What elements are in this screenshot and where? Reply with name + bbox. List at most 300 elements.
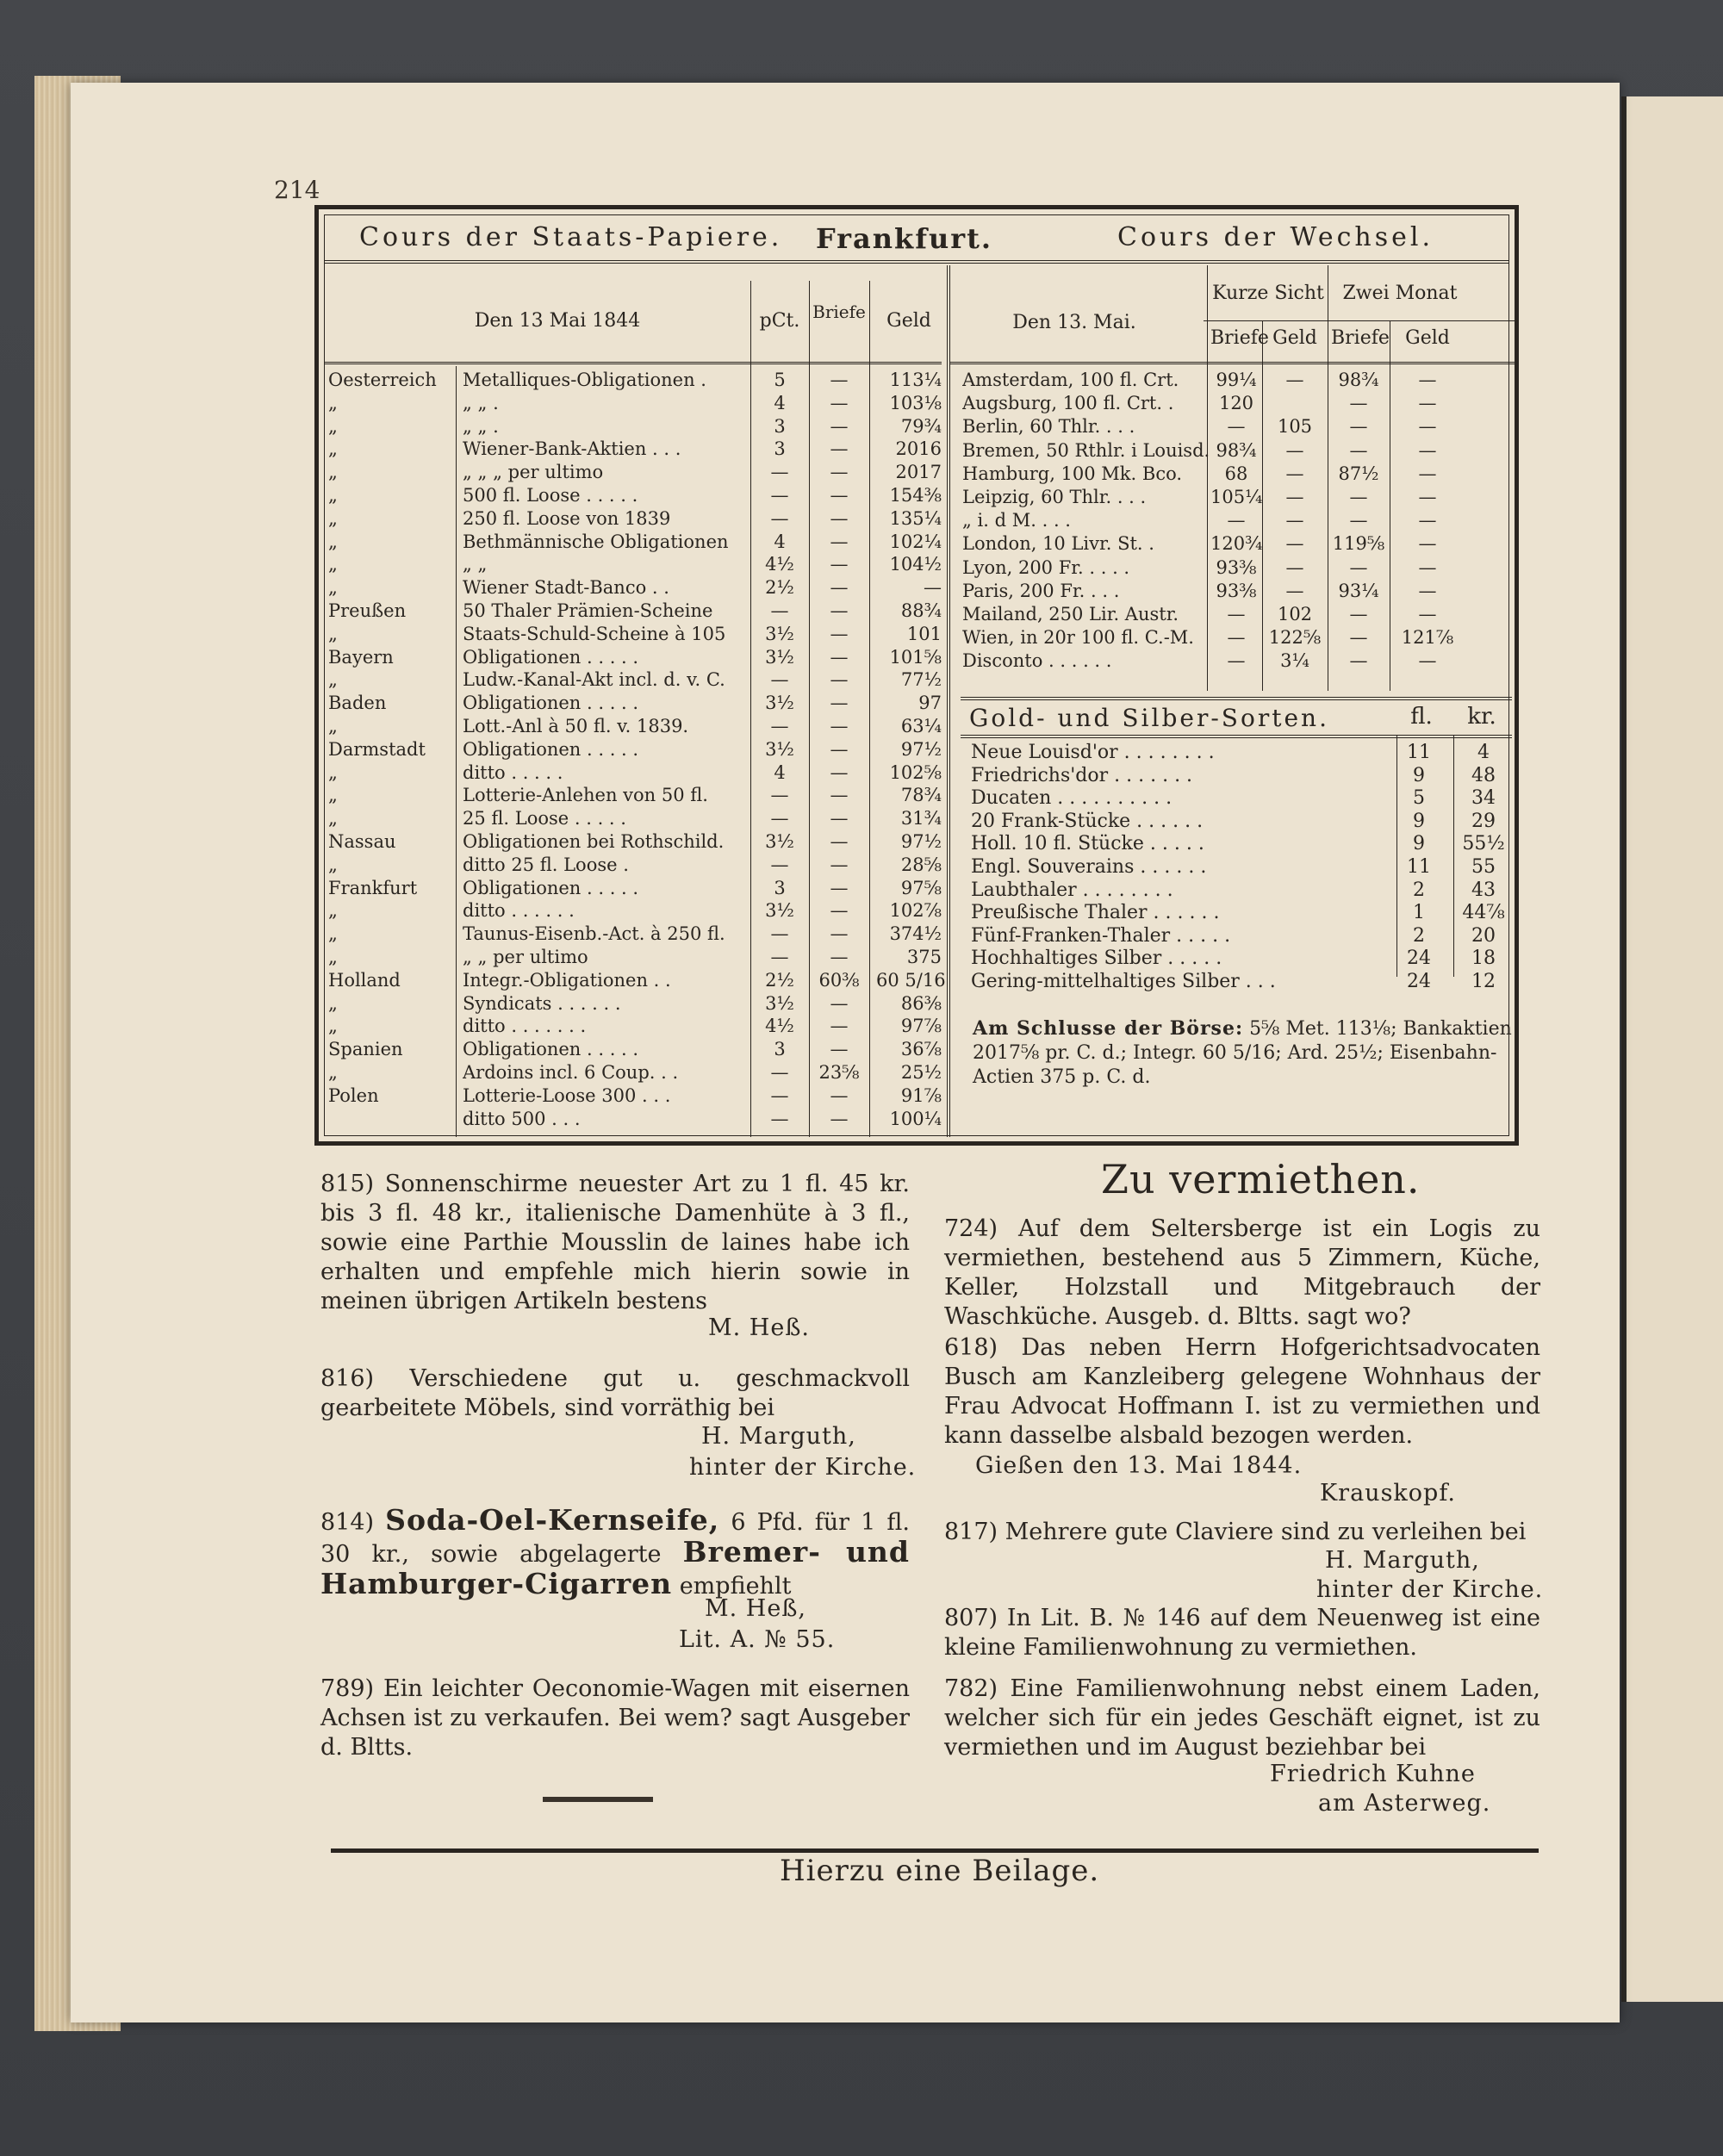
pct-header: pCt. — [759, 310, 800, 332]
kurze-sicht-header: Kurze Sicht — [1212, 283, 1324, 304]
paper-cell: Staats-Schuld-Scheine à 105 — [463, 623, 726, 644]
ad-815-signature: M. Heß. — [708, 1314, 810, 1341]
staats-row — [325, 761, 945, 785]
country-cell: „ — [328, 415, 338, 437]
staats-row — [325, 946, 945, 969]
left-header-rule — [325, 362, 942, 364]
ad-782: 782) Eine Familienwohnung nebst einem Laden, welcher sich für ein jedes Geschäft eignet, ist zu vermiethen und im August beziehbar bei — [944, 1675, 1540, 1761]
sorte-name-cell: Laubthaler . . . . . . . . — [971, 879, 1173, 901]
staats-row — [325, 992, 945, 1016]
briefe-cell: — — [830, 900, 849, 922]
briefe-cell: — — [830, 738, 849, 760]
pct-cell: 4 — [774, 392, 786, 413]
ad-814-number: 814) — [320, 1509, 375, 1536]
country-cell: „ — [328, 1016, 338, 1037]
staats-row — [325, 1084, 945, 1108]
paper-cell: Wiener-Bank-Aktien . . . — [463, 438, 681, 460]
country-cell: Bayern — [328, 646, 394, 668]
short-rule — [543, 1797, 653, 1802]
zwei-briefe-cell: — — [1349, 439, 1368, 461]
boerse-summary — [973, 1016, 1515, 1090]
wechsel-row — [325, 556, 1514, 580]
kurze-briefe-cell: — — [1227, 650, 1246, 672]
zu-vermiethen-heading: Zu vermiethen. — [1101, 1156, 1421, 1202]
kurze-briefe-cell: — — [1227, 416, 1246, 438]
wechsel-row — [325, 580, 1514, 603]
right-date-header: Den 13. Mai. — [1012, 312, 1136, 333]
sorte-kr-cell: 12 — [1471, 971, 1496, 992]
paper-cell: Lotterie-Loose 300 . . . — [463, 1084, 671, 1106]
ad-815: 815) Sonnenschirme neuester Art zu 1 fl. 45 kr. bis 3 fl. 48 kr., italienische Damenhüte à 3 fl., sowie eine Parthie Mousslin de laines habe ich erhalten und empfehle mich hierin sowie in meinen übrigen Artikeln bestens — [320, 1171, 910, 1314]
ad-814-text-1: 6 Pfd. für 1 fl. 30 kr., sowie abgelagerte — [320, 1509, 910, 1568]
kurze-geld-cell: — — [1285, 510, 1304, 531]
pct-cell: 3½ — [765, 738, 794, 760]
geld-cell: 88¾ — [900, 600, 942, 621]
ad-814-product-cigars: Bremer- und Hamburger-Cigarren — [320, 1535, 911, 1600]
geld-cell: 101 — [906, 623, 942, 644]
zwei-geld-cell: — — [1418, 416, 1437, 438]
place-cell: Lyon, 200 Fr. . . . . — [962, 556, 1130, 578]
geld-cell: 102¼ — [889, 531, 942, 552]
place-cell: London, 10 Livr. St. . — [962, 533, 1154, 555]
briefe-cell: — — [830, 600, 849, 621]
zwei-briefe-cell: 93¼ — [1338, 580, 1379, 601]
country-cell: „ — [328, 900, 338, 922]
country-cell: Polen — [328, 1084, 379, 1106]
paper-cell: Obligationen . . . . . — [463, 877, 639, 898]
country-cell: „ — [328, 716, 338, 736]
pct-cell: 3½ — [765, 992, 794, 1014]
geld-cell: 375 — [906, 947, 942, 967]
sorte-kr-cell: 55½ — [1462, 833, 1505, 855]
kurze-geld-cell: 122⅝ — [1268, 627, 1322, 649]
sorte-name-cell: Preußische Thaler . . . . . . — [971, 902, 1220, 924]
sorte-fl-cell: 2 — [1413, 924, 1425, 947]
briefe-cell: — — [830, 1084, 849, 1106]
briefe-cell: — — [830, 877, 849, 898]
zwei-geld-cell: — — [1418, 393, 1437, 414]
staats-row — [325, 692, 945, 715]
kurze-geld-cell: — — [1285, 556, 1304, 578]
kurze-geld-cell: — — [1285, 487, 1304, 507]
paper-cell: Metalliques-Obligationen . — [463, 370, 706, 390]
kurze-briefe-cell: 120 — [1218, 393, 1254, 414]
briefe-cell: — — [830, 646, 849, 668]
geld-cell: 63¼ — [900, 716, 942, 736]
zwei-briefe-cell: 87½ — [1338, 463, 1379, 484]
paper-cell: „ „ „ per ultimo — [463, 462, 604, 483]
country-cell: „ — [328, 485, 338, 506]
country-cell: „ — [328, 554, 338, 575]
briefe-cell: — — [830, 716, 849, 736]
wechsel-row — [325, 369, 1514, 392]
geld-cell: 91⅞ — [900, 1084, 942, 1106]
sorten-row — [971, 810, 1514, 833]
pct-cell: — — [770, 947, 789, 967]
ad-817-signature-address: hinter der Kirche. — [1316, 1576, 1544, 1603]
staats-row — [325, 854, 945, 877]
zwei-briefe-cell: — — [1349, 556, 1368, 578]
kurze-briefe-cell: 99¼ — [1216, 370, 1257, 390]
sorte-fl-cell: 2 — [1413, 879, 1425, 901]
kurze-geld-cell: — — [1285, 370, 1304, 390]
wechsel-title: Cours der Wechsel. — [1117, 222, 1434, 252]
country-cell: „ — [328, 392, 338, 413]
kurze-briefe-cell: 120¾ — [1210, 533, 1263, 555]
ad-618-date: Gießen den 13. Mai 1844. — [975, 1452, 1303, 1479]
sorte-fl-cell: 24 — [1407, 948, 1431, 970]
briefe-cell: 23⅝ — [818, 1062, 860, 1083]
staats-row — [325, 923, 945, 946]
country-cell: „ — [328, 923, 338, 945]
kurze-briefe-cell: — — [1227, 627, 1246, 649]
geld-cell: 97⅞ — [900, 1016, 942, 1037]
pct-cell: — — [770, 854, 789, 875]
staats-row — [325, 1061, 945, 1084]
wechsel-row — [325, 603, 1514, 626]
staats-row — [325, 899, 945, 923]
pct-cell: 3 — [774, 1039, 786, 1060]
zwei-monat-header: Zwei Monat — [1342, 283, 1458, 304]
pct-cell: — — [770, 785, 789, 806]
paper-cell: Ludw.-Kanal-Akt incl. d. v. C. — [463, 669, 725, 691]
briefe-cell: — — [830, 947, 849, 967]
geld-cell: 135¼ — [889, 507, 942, 529]
sorte-fl-cell: 11 — [1407, 856, 1431, 878]
staats-row — [325, 807, 945, 830]
paper-cell: Syndicats . . . . . . — [463, 992, 621, 1014]
sorte-fl-cell: 11 — [1407, 742, 1431, 763]
sorten-row — [971, 901, 1514, 924]
beilage-notice: Hierzu eine Beilage. — [780, 1854, 1100, 1888]
sorten-row — [971, 879, 1514, 902]
sorte-name-cell: Hochhaltiges Silber . . . . . — [971, 948, 1222, 970]
kurze-briefe-cell: 105¼ — [1210, 487, 1263, 507]
ad-782-signature-address: am Asterweg. — [1318, 1790, 1491, 1817]
page-number: 214 — [274, 176, 320, 204]
geld-cell: 374½ — [889, 923, 942, 945]
zwei-briefe-cell: — — [1349, 416, 1368, 438]
pct-cell: — — [770, 485, 789, 506]
sorte-kr-cell: 20 — [1471, 924, 1496, 947]
geld-cell: 97½ — [900, 738, 942, 760]
geld-cell: 60 5/16 — [876, 969, 946, 991]
staats-papiere-title: Cours der Staats-Papiere. — [359, 222, 783, 252]
ad-789: 789) Ein leichter Oeconomie-Wagen mit eisernen Achsen ist zu verkaufen. Bei wem? sagt Ausgeber d. Bltts. — [320, 1675, 910, 1761]
pct-cell: 3½ — [765, 831, 794, 852]
ad-816-signature-name: H. Marguth, — [701, 1423, 856, 1450]
country-cell: „ — [328, 808, 338, 829]
country-cell: Baden — [328, 693, 387, 714]
facing-page — [1621, 96, 1723, 2002]
zwei-geld-cell: — — [1418, 580, 1437, 601]
country-cell: Spanien — [328, 1039, 403, 1060]
geld-cell: 101⅝ — [889, 646, 942, 668]
zwei-geld-cell: — — [1418, 487, 1437, 507]
zwei-geld-cell: — — [1418, 439, 1437, 461]
kurze-briefe-cell: 93⅜ — [1216, 580, 1257, 601]
staats-row — [325, 969, 945, 992]
paper-cell: Lott.-Anl à 50 fl. v. 1839. — [463, 716, 689, 736]
pct-cell: — — [770, 1062, 789, 1083]
geld-cell: 113¼ — [889, 370, 942, 390]
paper-cell: ditto . . . . . . . — [463, 1016, 587, 1037]
geld-cell: 2016 — [895, 438, 942, 460]
zwei-briefe-header: Briefe — [1331, 327, 1390, 349]
paper-cell: ditto 500 . . . — [463, 1108, 581, 1129]
wechsel-row — [325, 532, 1514, 556]
geld-cell: 97 — [918, 693, 942, 714]
country-cell: „ — [328, 623, 338, 644]
sorte-name-cell: Gering-mittelhaltiges Silber . . . — [971, 971, 1276, 992]
briefe-cell: — — [830, 577, 849, 599]
pct-cell: — — [770, 716, 789, 736]
pct-cell: — — [770, 669, 789, 691]
geld-cell: 31¾ — [900, 808, 942, 829]
wechsel-row — [325, 415, 1514, 438]
staats-row — [325, 1038, 945, 1061]
geld-header: Geld — [886, 310, 931, 332]
city-title: Frankfurt. — [816, 222, 992, 255]
paper-cell: „ „ . — [463, 415, 499, 437]
zwei-geld-cell: — — [1418, 650, 1437, 672]
staats-row — [325, 1015, 945, 1038]
geld-cell: 25½ — [900, 1062, 942, 1083]
footer-rule — [331, 1848, 1539, 1853]
pct-cell: 3½ — [765, 900, 794, 922]
pct-cell: 3 — [774, 415, 786, 437]
zwei-briefe-cell: — — [1349, 510, 1368, 531]
sorte-fl-cell: 9 — [1413, 764, 1425, 786]
paper-cell: Obligationen . . . . . — [463, 646, 639, 668]
wechsel-row — [325, 486, 1514, 509]
zwei-geld-cell: — — [1418, 604, 1437, 624]
kurze-briefe-header: Briefe — [1210, 327, 1269, 349]
pct-cell: 3½ — [765, 646, 794, 668]
sorte-kr-cell: 29 — [1471, 810, 1496, 832]
geld-cell: 100¼ — [889, 1108, 942, 1129]
pct-cell: 4 — [774, 531, 786, 552]
briefe-cell: — — [830, 808, 849, 829]
sorte-name-cell: Ducaten . . . . . . . . . . — [971, 787, 1173, 810]
geld-cell: 97½ — [900, 831, 942, 852]
paper-cell: ditto 25 fl. Loose . — [463, 854, 629, 875]
place-cell: Mailand, 250 Lir. Austr. — [962, 604, 1179, 624]
paper-cell: Obligationen . . . . . — [463, 738, 639, 760]
paper-cell: 500 fl. Loose . . . . . — [463, 485, 638, 506]
ad-814-product-soap: Soda-Oel-Kernseife, — [385, 1503, 720, 1537]
geld-cell: 86⅜ — [900, 992, 942, 1014]
zwei-briefe-cell: — — [1349, 393, 1368, 414]
paper-cell: Obligationen . . . . . — [463, 693, 639, 714]
kurze-geld-cell: — — [1285, 439, 1304, 461]
zwei-geld-cell: — — [1418, 510, 1437, 531]
geld-cell: 36⅞ — [900, 1039, 942, 1060]
ad-618: 618) Das neben Herrn Hofgerichtsadvocaten Busch am Kanzleiberg gelegene Wohnhaus der Frau Advocat Hoffmann I. ist zu vermiethen und kann dasselbe alsbald bezogen werden. — [944, 1334, 1540, 1449]
pct-cell: — — [770, 600, 789, 621]
paper-cell: Obligationen . . . . . — [463, 1039, 639, 1060]
boerse-label: Am Schlusse der Börse: — [973, 1017, 1244, 1040]
briefe-cell: — — [830, 1108, 849, 1129]
geld-cell: 104½ — [889, 554, 942, 575]
market-table-inner — [324, 214, 1512, 1136]
pct-cell: 3½ — [765, 693, 794, 714]
briefe-cell: — — [830, 669, 849, 691]
briefe-cell: — — [830, 923, 849, 945]
zwei-briefe-cell: 98¾ — [1338, 370, 1379, 390]
sorte-kr-cell: 18 — [1471, 948, 1496, 970]
country-cell: „ — [328, 761, 338, 783]
sorte-name-cell: 20 Frank-Stücke . . . . . . — [971, 810, 1204, 832]
place-cell: Paris, 200 Fr. . . . — [962, 580, 1120, 601]
briefe-cell: — — [830, 554, 849, 575]
country-cell: Preußen — [328, 600, 407, 621]
pct-cell: — — [770, 1108, 789, 1129]
pct-cell: 4 — [774, 761, 786, 783]
paper-cell: „ „ . — [463, 392, 499, 413]
sorte-kr-cell: 4 — [1477, 742, 1490, 763]
ad-782-signature-name: Friedrich Kuhne — [1270, 1761, 1476, 1787]
ad-814-text-2: empfiehlt — [679, 1573, 792, 1600]
pct-cell: 5 — [774, 370, 786, 390]
sorten-row — [971, 947, 1514, 970]
subheader-rule — [1204, 320, 1515, 321]
briefe-header: Briefe — [812, 301, 866, 322]
kurze-geld-cell: — — [1285, 463, 1304, 484]
sorte-fl-cell: 5 — [1413, 787, 1425, 810]
geld-cell: 2017 — [895, 462, 942, 483]
wechsel-row — [325, 509, 1514, 532]
sorten-header — [961, 697, 1512, 738]
zwei-geld-cell: — — [1418, 463, 1437, 484]
briefe-cell: — — [830, 531, 849, 552]
briefe-cell: — — [830, 761, 849, 783]
place-cell: Hamburg, 100 Mk. Bco. — [962, 463, 1183, 484]
pct-cell: 4½ — [765, 554, 794, 575]
wechsel-row — [325, 439, 1514, 463]
ad-816-signature-address: hinter der Kirche. — [689, 1454, 917, 1481]
kurze-geld-cell: 105 — [1277, 416, 1313, 438]
place-cell: Bremen, 50 Rthlr. i Louisd. — [962, 439, 1210, 461]
sorten-kr-header: kr. — [1467, 704, 1496, 730]
zwei-geld-cell: — — [1418, 533, 1437, 555]
pct-cell: 2½ — [765, 969, 794, 991]
country-cell: „ — [328, 531, 338, 552]
kurze-geld-cell: — — [1285, 580, 1304, 601]
sorten-row — [971, 924, 1514, 948]
paper-cell: Taunus-Eisenb.-Act. à 250 fl. — [463, 923, 725, 945]
kurze-geld-cell: — — [1285, 533, 1304, 555]
ad-817-signature-name: H. Marguth, — [1325, 1547, 1480, 1574]
briefe-cell: — — [830, 623, 849, 644]
place-cell: Wien, in 20r 100 fl. C.-M. — [962, 627, 1194, 649]
zwei-geld-header: Geld — [1405, 327, 1450, 349]
market-table — [314, 205, 1519, 1146]
country-cell: „ — [328, 992, 338, 1014]
paper-cell: ditto . . . . . . — [463, 900, 575, 922]
country-cell: Nassau — [328, 831, 396, 852]
sorte-name-cell: Friedrichs'dor . . . . . . . — [971, 764, 1193, 786]
pct-cell: 3½ — [765, 623, 794, 644]
sorten-row — [971, 786, 1514, 810]
left-date-header: Den 13 Mai 1844 — [474, 310, 641, 332]
sorten-row — [971, 764, 1514, 787]
briefe-cell: — — [830, 507, 849, 529]
kurze-geld-header: Geld — [1272, 327, 1317, 349]
country-cell: „ — [328, 1062, 338, 1083]
geld-cell: 102⅝ — [889, 761, 942, 783]
sorte-kr-cell: 43 — [1471, 879, 1496, 901]
place-cell: Augsburg, 100 fl. Crt. . — [962, 393, 1174, 414]
sorten-row — [971, 832, 1514, 855]
geld-cell: 77½ — [900, 669, 942, 691]
briefe-cell: — — [830, 392, 849, 413]
place-cell: Berlin, 60 Thlr. . . . — [962, 416, 1135, 438]
paper-cell: ditto . . . . . — [463, 761, 563, 783]
paper-cell: Ardoins incl. 6 Coup. . . — [463, 1062, 679, 1083]
geld-cell: 102⅞ — [889, 900, 942, 922]
kurze-geld-cell: 102 — [1277, 604, 1313, 624]
pct-cell: 4½ — [765, 1016, 794, 1037]
briefe-cell: — — [830, 785, 849, 806]
sorte-kr-cell: 48 — [1471, 764, 1496, 786]
kurze-briefe-cell: 98¾ — [1216, 439, 1257, 461]
ad-816: 816) Verschiedene gut u. geschmackvoll gearbeitete Möbels, sind vorräthig bei — [320, 1365, 910, 1421]
ad-814 — [320, 1503, 911, 1601]
paper-cell: 50 Thaler Prämien-Scheine — [463, 600, 713, 621]
briefe-cell: — — [830, 693, 849, 714]
geld-cell: 103⅛ — [889, 392, 942, 413]
briefe-cell: — — [830, 1039, 849, 1060]
country-cell: „ — [328, 854, 338, 875]
paper-cell: Bethmännische Obligationen — [463, 531, 729, 552]
sorte-kr-cell: 34 — [1471, 787, 1496, 810]
country-cell: „ — [328, 438, 338, 460]
sorten-title: Gold- und Silber-Sorten. — [969, 704, 1329, 732]
staats-row — [325, 715, 945, 738]
briefe-cell: — — [830, 992, 849, 1014]
briefe-cell: — — [830, 370, 849, 390]
staats-row — [325, 784, 945, 807]
country-cell: „ — [328, 947, 338, 967]
wechsel-row — [325, 626, 1514, 649]
zwei-geld-cell: — — [1418, 370, 1437, 390]
briefe-cell: — — [830, 831, 849, 852]
sorten-fl-header: fl. — [1410, 704, 1433, 730]
geld-cell: 154⅜ — [889, 485, 942, 506]
country-cell: Holland — [328, 969, 401, 991]
sorte-fl-cell: 9 — [1413, 810, 1425, 832]
country-cell: Oesterreich — [328, 370, 437, 390]
country-cell: „ — [328, 669, 338, 691]
sorte-kr-cell: 44⅞ — [1462, 902, 1505, 924]
geld-cell: 79¾ — [900, 415, 942, 437]
kurze-briefe-cell: 93⅜ — [1216, 556, 1257, 578]
sorte-fl-cell: 9 — [1413, 833, 1425, 855]
briefe-cell: — — [830, 438, 849, 460]
paper-cell: 250 fl. Loose von 1839 — [463, 507, 671, 529]
place-cell: Disconto . . . . . . — [962, 650, 1112, 672]
staats-row — [325, 830, 945, 854]
pct-cell: — — [770, 462, 789, 483]
ad-814-signature-address: Lit. A. № 55. — [679, 1626, 836, 1653]
wechsel-row — [325, 463, 1514, 486]
kurze-briefe-cell: — — [1227, 604, 1246, 624]
paper-cell: Lotterie-Anlehen von 50 fl. — [463, 785, 708, 806]
sorte-name-cell: Holl. 10 fl. Stücke . . . . . — [971, 833, 1204, 855]
ad-817: 817) Mehrere gute Claviere sind zu verleihen bei — [944, 1519, 1527, 1545]
place-cell: Amsterdam, 100 fl. Crt. — [962, 370, 1179, 390]
